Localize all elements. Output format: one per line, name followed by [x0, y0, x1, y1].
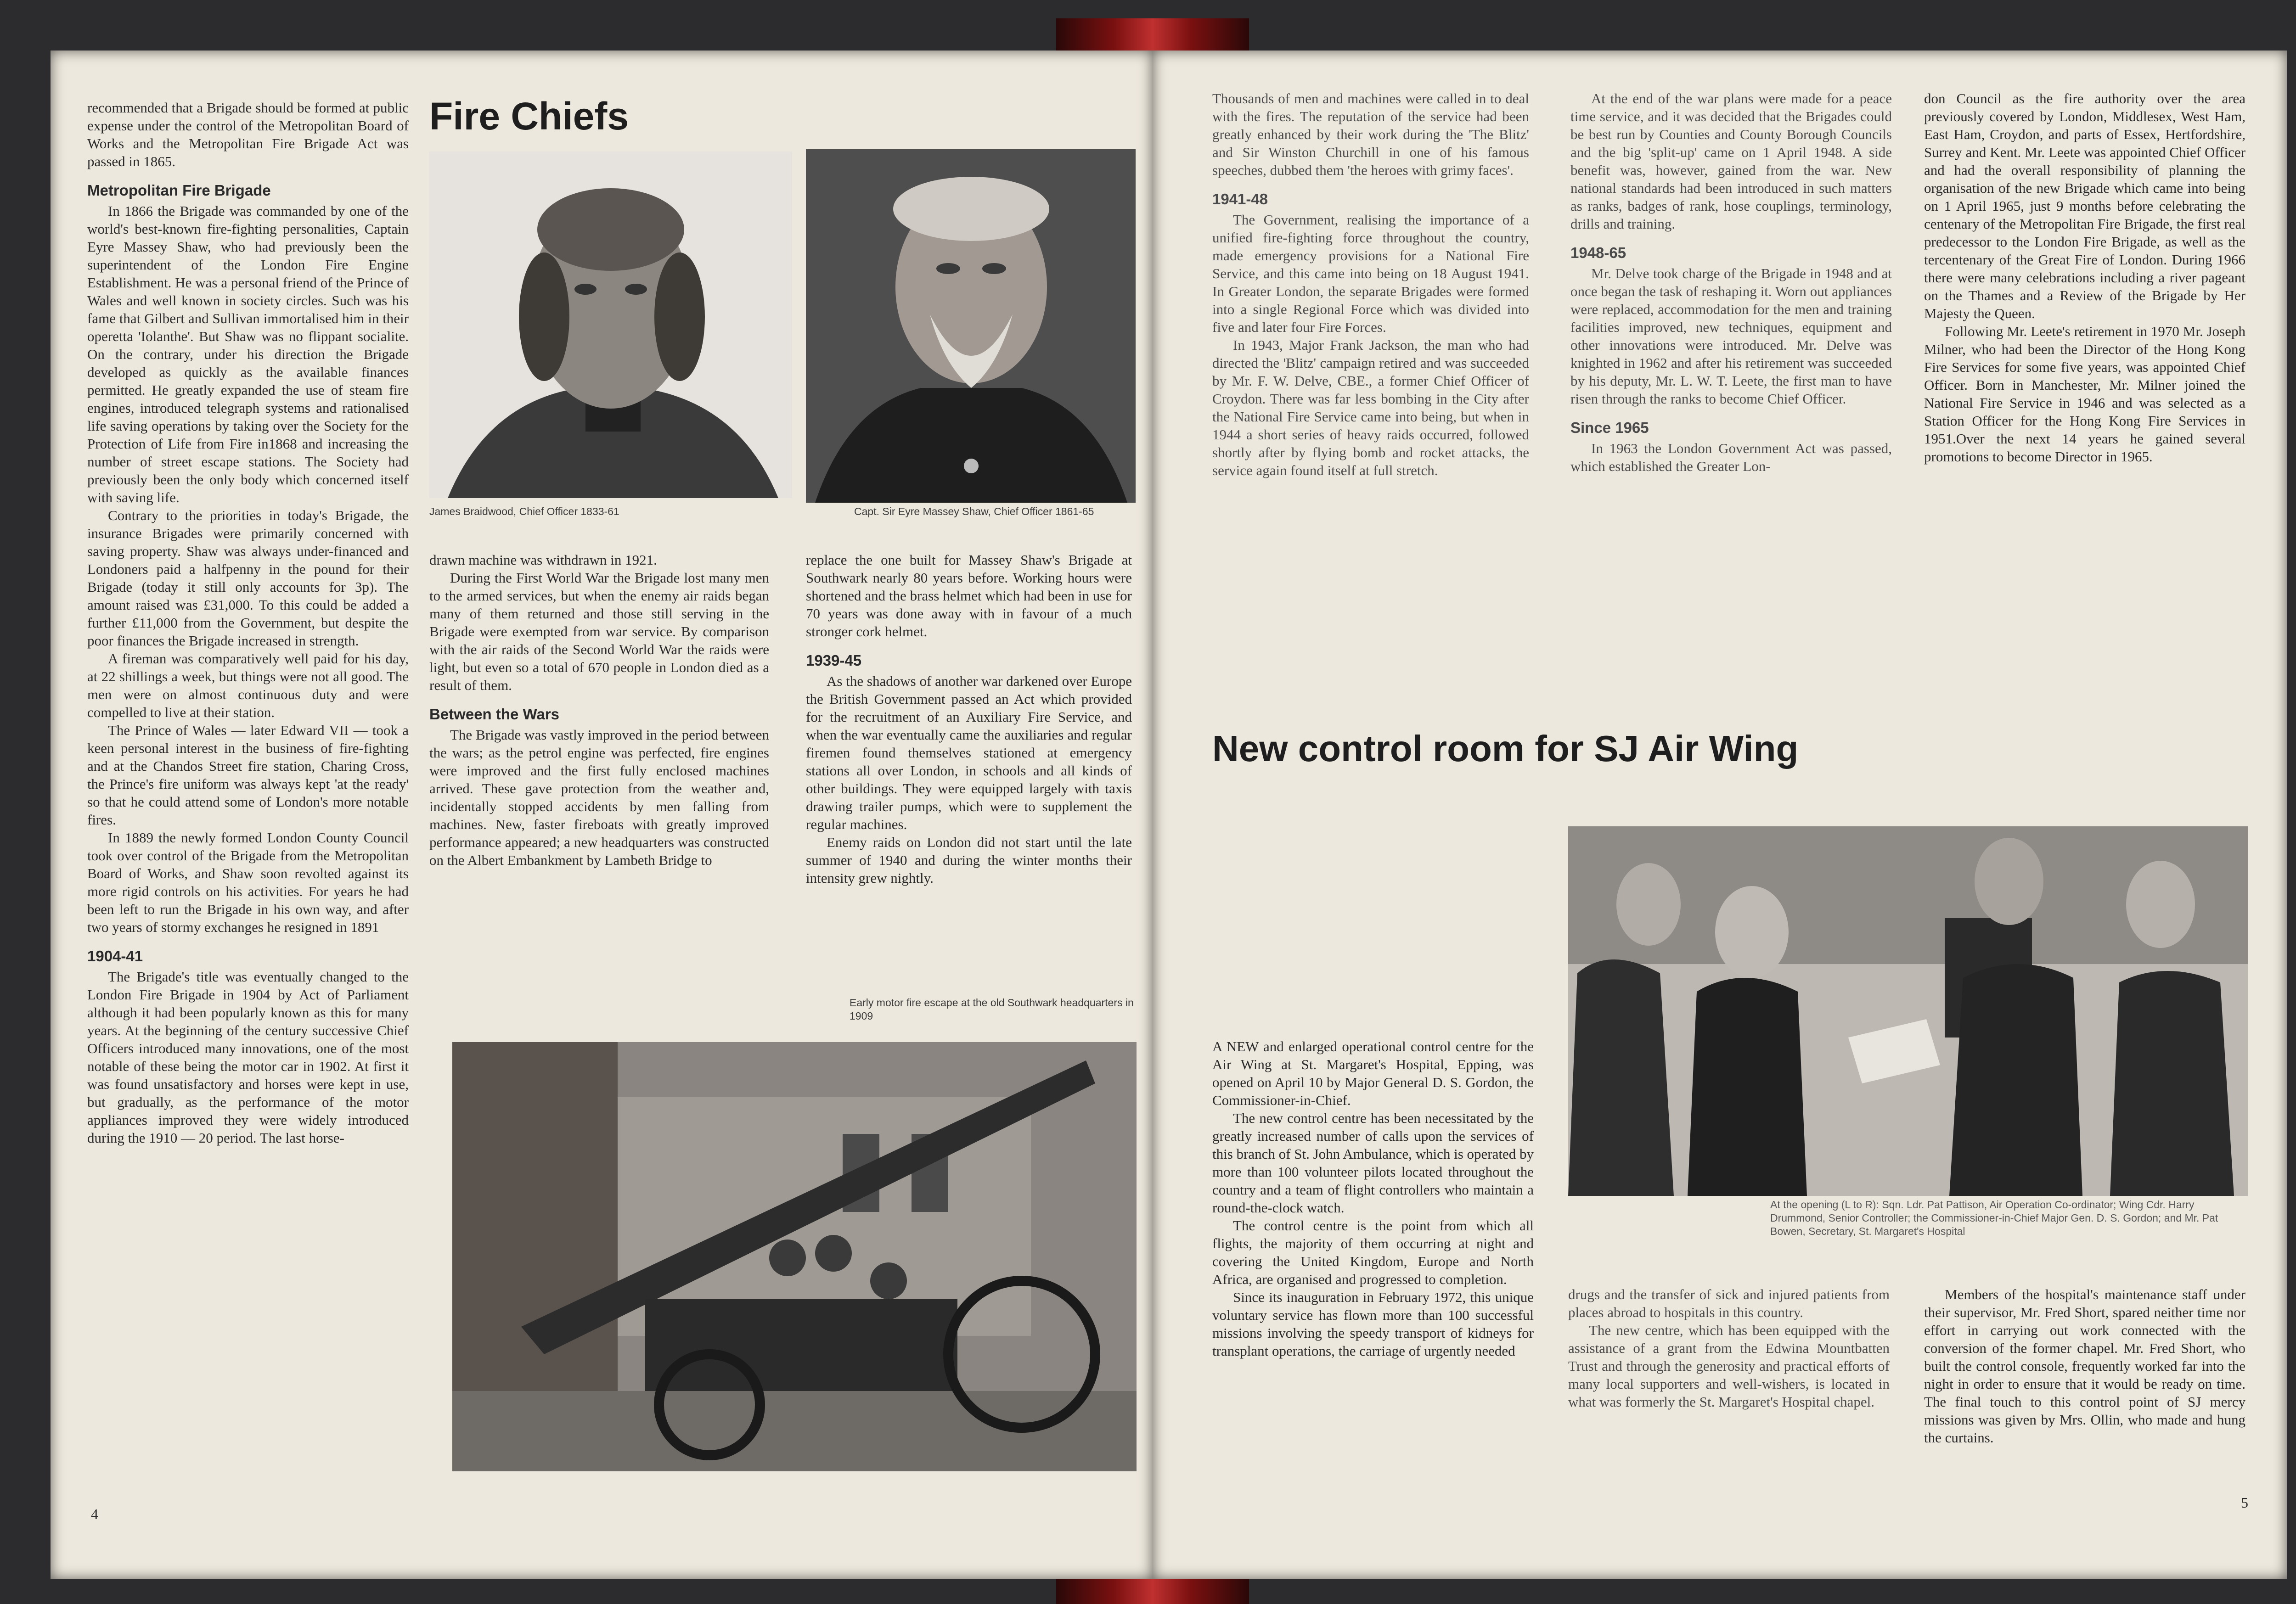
section-heading: 1948-65: [1570, 244, 1626, 261]
article2-column-1: [1212, 1038, 1534, 1360]
paragraph: The Government, realising the importance of a unified fire-fighting force throughout the country, made emergency provisions for a National Fire Service, and this came into being on 18 August 1941. In Greater London, the separate Brigades were formed into a single Regional Force which was divided into five and later four Fire Forces.: [1212, 212, 1529, 335]
paragraph: Mr. Delve took charge of the Brigade in 1948 and at once began the task of reshaping it. Worn out appliances were replaced, accommodation for the men and training facilities improved, new techniques, equipment and other innovations were introduced. Mr. Delve was knighted in 1962 and after his retirement was succeeded by his deputy, Mr. L. W. T. Leete, the first man to have risen through the ranks to become Chief Officer.: [1570, 265, 1892, 407]
page-number: 5: [2241, 1494, 2248, 1511]
paragraph: At the end of the war plans were made for a peace time service, and it was decided that the Brigades could be best run by Counties and County Borough Councils and the big 'split-up' came on 1 April 1948. A side benefit was, however, gained from the war. New national standards had been introduced in such matters as ranks, badges of rank, hose couplings, terminology, drills and training.: [1570, 90, 1892, 232]
right-column-3: [1924, 90, 2245, 465]
paragraph: Contrary to the priorities in today's Brigade, the insurance Brigades were primarily concerned with saving property. Shaw was always under-financed and Londoners paid a halfpenny in the pound for their Brigade (today it still only accounts for 3p). The amount raised was £31,000. To this could be added a further £11,000 from the Government, but despite the poor finances the Brigade increased in strength.: [87, 507, 409, 649]
paragraph: The Brigade's title was eventually changed to the London Fire Brigade in 1904 by Act of Parliament although it had been popularly known as this for many years. At the beginning of the century successive Chief Officers introduced many innovations, one of the most notable of these being the motor car in 1902. At first it was found unsatisfactory and horses were kept in use, but gradually, as the performance of the motor appliances improved they were widely introduced during the 1910 — 20 period. The last horse-: [87, 969, 409, 1146]
paragraph: The Brigade was vastly improved in the period between the wars; as the petrol engine was perfected, fire engines were improved and the first fully enclosed machines arrived. These gave protection from the weather and, incidentally stopped accidents by men falling from machines. New, faster fireboats with greatly improved performance appeared; a new headquarters was constructed on the Albert Embankment by Lambeth Bridge to: [429, 727, 769, 868]
paragraph: The Prince of Wales — later Edward VII — took a keen personal interest in the business of fire-fighting and at the Chandos Street fire station, Charing Cross, the Prince's fire uniform was always kept 'at the ready' so that he could attend some of London's more notable fires.: [87, 722, 409, 828]
caption-control-room-opening: At the opening (L to R): Sqn. Ldr. Pat Pattison, Air Operation Co-ordinator; Wing Cdr. Harry Drummond, Senior Controller; the Commissioner-in-Chief Major Gen. D. S. Gordon; and Mr. Pat Bowen, Secretary, St. Margaret's Hospital: [1770, 1199, 2218, 1237]
paragraph: A NEW and enlarged operational control centre for the Air Wing at St. Margaret's Hospital, Epping, was opened on April 10 by Major General D. S. Gordon, the Commissioner-in-Chief.: [1212, 1038, 1534, 1108]
section-heading: Between the Wars: [429, 706, 560, 723]
paragraph: In 1889 the newly formed London County Council took over control of the Brigade from the Metropolitan Board of Works, and Shaw soon revolted against its more rigid controls on his activities. For years he had been left to run the Brigade in his own way, and after two years of stormy exchanges he resigned in 1891: [87, 830, 409, 935]
caption-shaw: Capt. Sir Eyre Massey Shaw, Chief Officer 1861-65: [854, 505, 1094, 517]
section-heading: 1939-45: [806, 652, 862, 669]
left-column-3: [806, 551, 1132, 887]
paragraph: In 1963 the London Government Act was passed, which established the Greater Lon-: [1570, 440, 1892, 474]
section-heading: Metropolitan Fire Brigade: [87, 182, 271, 199]
photo-fire-escape: [452, 1042, 1137, 1471]
section-heading: 1904-41: [87, 948, 143, 965]
paragraph: The control centre is the point from which all flights, the majority of them occurring at night and covering the United Kingdom, Europe and North Africa, are organised and progressed to completion.: [1212, 1217, 1534, 1287]
portrait-shaw: [806, 149, 1136, 503]
caption-braidwood: James Braidwood, Chief Officer 1833-61: [429, 505, 619, 517]
right-column-2: [1570, 90, 1892, 475]
article-headline: New control room for SJ Air Wing: [1212, 728, 1799, 769]
paragraph: The new control centre has been necessitated by the greatly increased number of calls upon the services of this branch of St. John Ambulance, which is operated by more than 100 volunteer pilots located throughout the country and a team of flight controllers who maintain a round-the-clock watch.: [1212, 1110, 1534, 1216]
portrait-braidwood: [429, 151, 792, 498]
paragraph: A fireman was comparatively well paid for his day, at 22 shillings a week, but things were not all good. The men were on almost continuous duty and were compelled to live at their station.: [87, 651, 409, 720]
paragraph: Members of the hospital's maintenance staff under their supervisor, Mr. Fred Short, spared neither time nor effort in carrying out work connected with the conversion of the former chapel. Mr. Fred Short, who built the control console, frequently worked far into the night in order to ensure that it would be ready on time. The final touch to this control point of SJ mercy missions was given by Mrs. Ollin, who made and hung the curtains.: [1924, 1286, 2245, 1446]
paragraph: Following Mr. Leete's retirement in 1970 Mr. Joseph Milner, who had been the Director of the Hong Kong Fire Services for some five years, was appointed Chief Officer. Born in Manchester, Mr. Milner joined the National Fire Service in 1946 and was selected as a Station Officer for the Hong Kong Fire Services in 1951.Over the next 14 years he gained several promotions to become Director in 1965.: [1924, 323, 2245, 465]
paragraph: don Council as the fire authority over the area previously covered by London, Middlesex, West Ham, East Ham, Croydon, and parts of Essex, Hertfordshire, Surrey and Kent. Mr. Leete was appointed Chief Officer and had the overall responsibility of planning the organisation of the new Brigade which came into being on 1 April 1965, just 9 months before celebrating the centenary of the Metropolitan Fire Brigade, the first real predecessor to the London Fire Brigade, as well as the tercentenary of the Great Fire of London. During 1966 there were many celebrations including a river pageant on the Thames and a Review of the Brigade by Her Majesty the Queen.: [1924, 90, 2245, 321]
paragraph: Enemy raids on London did not start until the late summer of 1940 and during the winter months their intensity grew nightly.: [806, 834, 1132, 886]
left-column-1: [87, 99, 409, 1147]
paragraph: drawn machine was withdrawn in 1921.: [429, 552, 657, 568]
paragraph: In 1943, Major Frank Jackson, the man who had directed the 'Blitz' campaign retired and was succeeded by Mr. F. W. Delve, CBE., a former Chief Officer of Croydon. There was far less bombing in the City after the National Fire Service came into being, but when in 1944 a short series of heavy raids occurred, followed shortly after by flying bomb and rocket attacks, the service again found itself at full stretch.: [1212, 337, 1529, 478]
photo-control-room-opening: [1568, 826, 2248, 1196]
paragraph: In 1866 the Brigade was commanded by one of the world's best-known fire-fighting personalities, Captain Eyre Massey Shaw, who had previously been the superintendent of the London Fire Engine Establishment. He was a personal friend of the Prince of Wales and well known in society circles. Such was his fame that Gilbert and Sullivan immortalised him in their operetta 'Iolanthe'. But Shaw was no flippant socialite. On the contrary, under his direction the Brigade developed as quickly as the available finances permitted. He greatly expanded the use of steam fire engines, introduced telegraph systems and rationalised life saving operations by taking over the Society for the Protection of Life from Fire in1868 and increasing the number of street escape stations. The Society had previously been the only body which concerned itself with saving life.: [87, 203, 409, 505]
paragraph: replace the one built for Massey Shaw's Brigade at Southwark nearly 80 years before. Working hours were shortened and the brass helmet which had been in use for 70 years was done away with in favour of a much stronger cork helmet.: [806, 552, 1132, 639]
paragraph: drugs and the transfer of sick and injured patients from places abroad to hospitals in this country.: [1568, 1286, 1890, 1320]
paragraph: As the shadows of another war darkened over Europe the British Government passed an Act which provided for the recruitment of an Auxiliary Fire Service, and when the war eventually came the auxiliaries and regular firemen found themselves stationed at emergency stations all over London, in schools and all kinds of other buildings. They were equipped largely with taxis drawing trailer pumps, which were to supplement the regular machines.: [806, 673, 1132, 832]
section-heading: Since 1965: [1570, 419, 1649, 436]
paragraph: recommended that a Brigade should be formed at public expense under the control of the Metropolitan Board of Works and the Metropolitan Fire Brigade Act was passed in 1865.: [87, 100, 409, 169]
page-number: 4: [91, 1506, 98, 1522]
right-column-1: [1212, 90, 1529, 479]
paragraph: During the First World War the Brigade lost many men to the armed services, but when the enemy air raids began many of them returned and those still serving in the Brigade were exempted from war service. By comparison with the air raids of the Second World War the raids were light, but even so a total of 670 people in London died as a result of them.: [429, 570, 769, 693]
caption-fire-escape: Early motor fire escape at the old Southwark headquarters in 1909: [850, 997, 1134, 1022]
paragraph: Since its inauguration in February 1972, this unique voluntary service has flown more than 100 successful missions involving the speedy transport of kidneys for transplant operations, the carriage of urgently needed: [1212, 1289, 1534, 1359]
paragraph: Thousands of men and machines were called in to deal with the fires. The reputation of the service had been greatly enhanced by their work during the 'The Blitz' and Sir Winston Churchill in one of his famous speeches, dubbed them 'the heroes with grimy faces'.: [1212, 90, 1529, 178]
left-column-2: [429, 551, 769, 869]
article2-column-2: [1568, 1285, 1890, 1411]
paragraph: The new centre, which has been equipped with the assistance of a grant from the Edwina Mountbatten Trust and through the generosity and practical efforts of many local supporters and well-wishers, is located in what was formerly the St. Margaret's Hospital chapel.: [1568, 1322, 1890, 1410]
section-heading: 1941-48: [1212, 191, 1268, 208]
article2-column-3: [1924, 1285, 2245, 1447]
article-title: Fire Chiefs: [429, 95, 629, 138]
